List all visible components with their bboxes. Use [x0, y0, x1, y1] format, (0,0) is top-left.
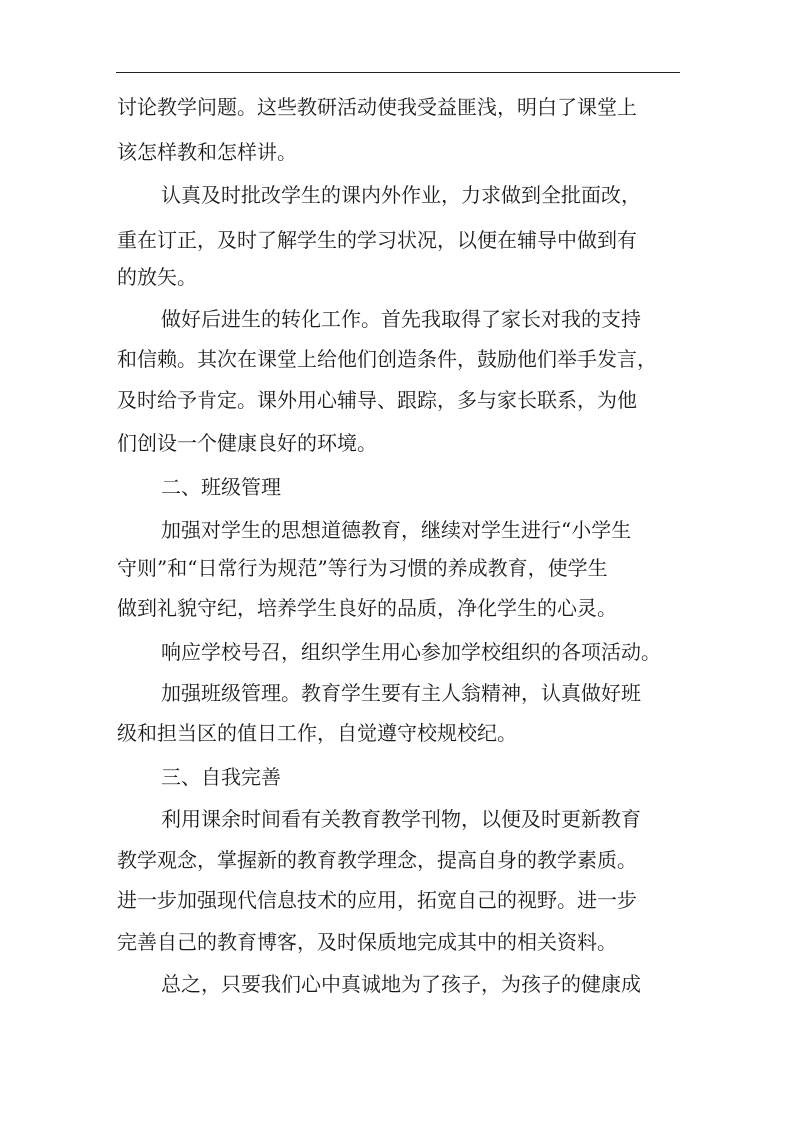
- paragraph-start-line: 加强班级管理。教育学生要有主人翁精神，认真做好班: [161, 681, 641, 705]
- text-line: 及时给予肯定。课外用心辅导、跟踪，多与家长联系，为他: [117, 388, 637, 412]
- paragraph-start-line: 做好后进生的转化工作。首先我取得了家长对我的支持: [161, 307, 641, 331]
- text-line: 做到礼貌守纪，培养学生良好的品质，净化学生的心灵。: [117, 596, 617, 620]
- paragraph-start-line: 利用课余时间看有关教育教学刊物，以便及时更新教育: [161, 807, 641, 831]
- text-line: 该怎样教和怎样讲。: [117, 140, 297, 164]
- text-line: 的放矢。: [117, 265, 197, 289]
- paragraph-start-line: 认真及时批改学生的课内外作业，力求做到全批面改，: [161, 183, 641, 207]
- text-line: 重在订正，及时了解学生的学习状况，以便在辅导中做到有: [117, 228, 637, 252]
- header-rule: [116, 72, 680, 73]
- section-heading: 三、自我完善: [161, 765, 281, 789]
- text-line: 级和担当区的值日工作，自觉遵守校规校纪。: [117, 721, 517, 745]
- text-line: 守则”和“日常行为规范”等行为习惯的养成教育，使学生: [117, 556, 608, 580]
- text-line: 们创设一个健康良好的环境。: [117, 431, 377, 455]
- paragraph-start-line: 总之，只要我们心中真诚地为了孩子，为孩子的健康成: [161, 972, 641, 996]
- section-heading: 二、班级管理: [161, 475, 281, 499]
- paragraph-start-line: 加强对学生的思想道德教育，继续对学生进行“小学生: [161, 518, 632, 542]
- text-line: 教学观念，掌握新的教育教学理念，提高自身的教学素质。: [117, 848, 637, 872]
- paragraph-start-line: 响应学校号召，组织学生用心参加学校组织的各项活动。: [161, 640, 661, 664]
- text-line: 完善自己的教育博客，及时保质地完成其中的相关资料。: [117, 930, 617, 954]
- text-line: 讨论教学问题。这些教研活动使我受益匪浅，明白了课堂上: [117, 95, 637, 119]
- text-line: 进一步加强现代信息技术的应用，拓宽自己的视野。进一步: [117, 888, 637, 912]
- text-line: 和信赖。其次在课堂上给他们创造条件，鼓励他们举手发言，: [117, 347, 657, 371]
